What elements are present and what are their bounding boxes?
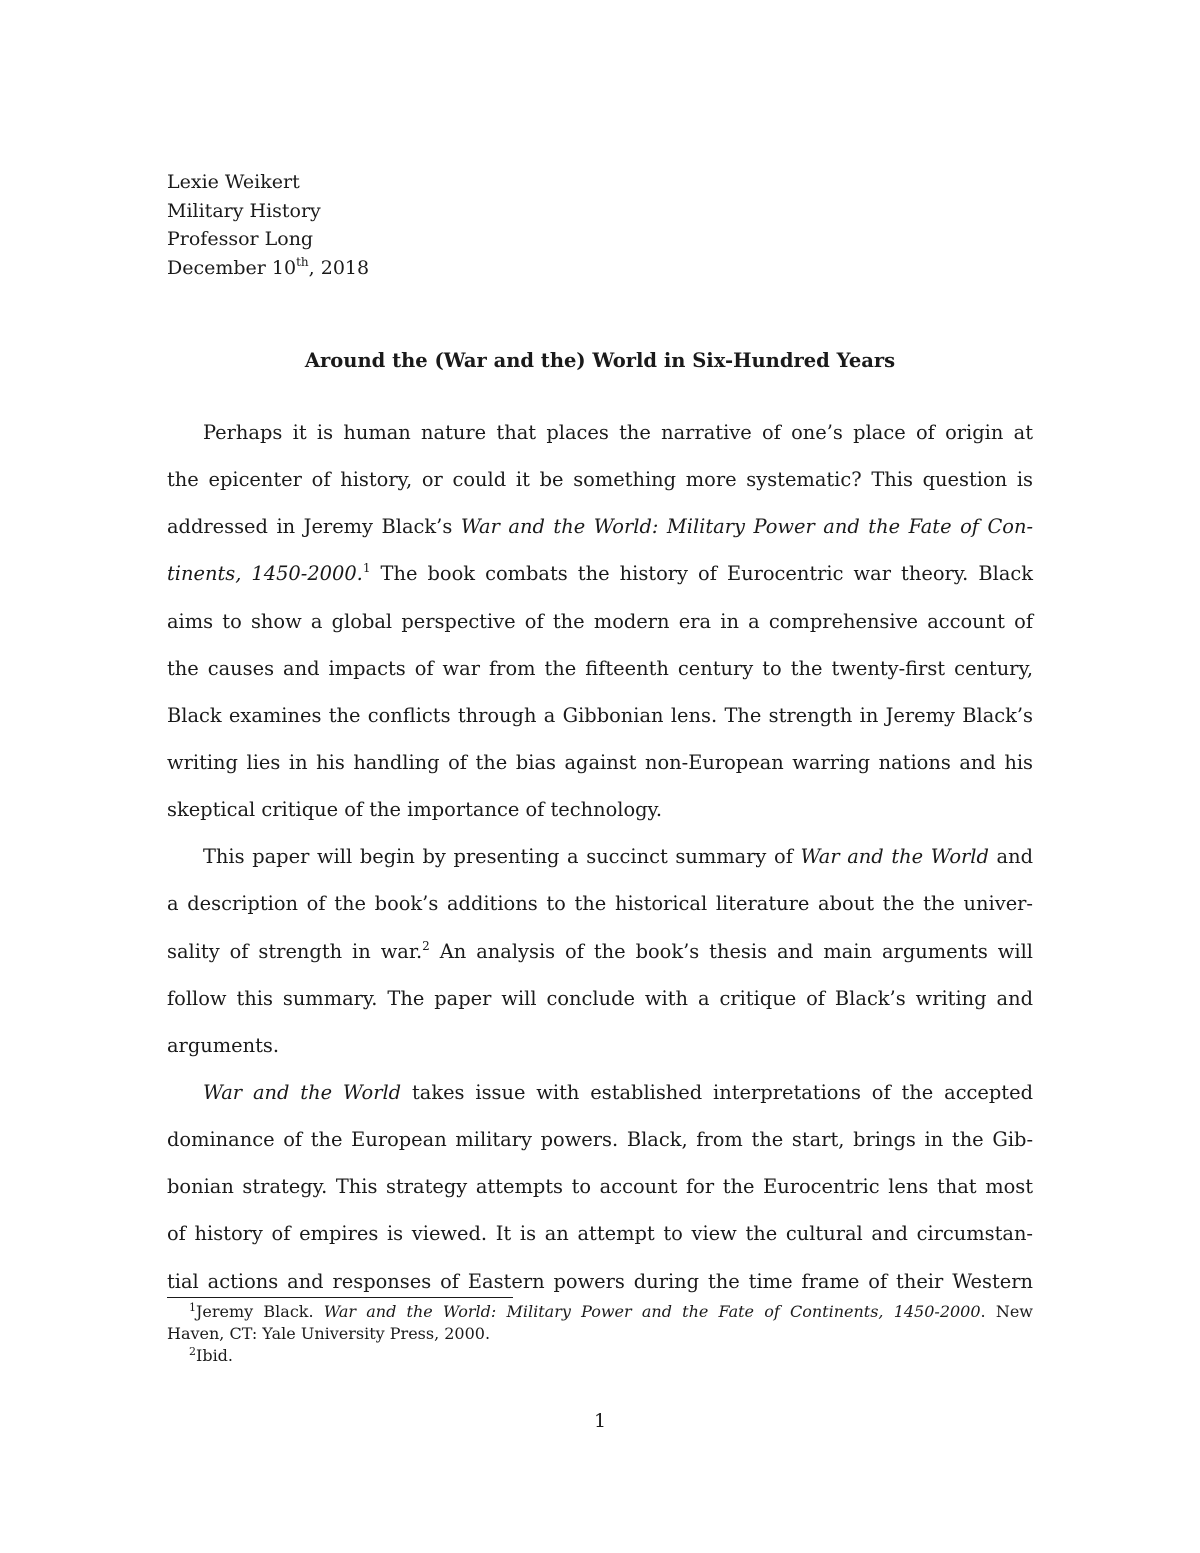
author-name: Lexie Weikert (167, 171, 300, 193)
p2-line-1-end: and (988, 845, 1033, 869)
footnote-1-cont: Haven, CT: Yale University Press, 2000. (167, 1324, 491, 1343)
p3-line-1-text: takes issue with established interpretations of the accepted (401, 1080, 1033, 1104)
footnote-1 (167, 1301, 1033, 1323)
date-ordinal: th (296, 254, 309, 269)
body-text (167, 409, 1033, 1305)
p1-line-4-text: The book combats the history of Eurocentric war theory. Black (370, 562, 1033, 586)
p3-line-2: dominance of the European military powers. Black, from the start, brings in the Gib- (167, 1128, 1033, 1152)
p1-line-7: Black examines the conflicts through a Gibbonian lens. The strength in Jeremy Black’s (167, 703, 1033, 727)
p2-line-3-text: sality of strength in war. (167, 939, 423, 963)
date-prefix: December 10 (167, 256, 297, 279)
footnote-2-number: 2 (189, 1345, 196, 1358)
p1-line-3 (167, 503, 1033, 550)
p3-line-5: tial actions and responses of Eastern powers during the time frame of their Western (167, 1269, 1033, 1293)
p3-line-4: of history of empires is viewed. It is an attempt to view the cultural and circumstan- (167, 1222, 1033, 1246)
p2-line-4: follow this summary. The paper will conclude with a critique of Black’s writing and (167, 986, 1033, 1010)
p1-line-1: Perhaps it is human nature that places the narrative of one’s place of origin at (203, 421, 1033, 444)
date-suffix: , 2018 (308, 256, 370, 279)
p1-line-6: the causes and impacts of war from the fifteenth century to the twenty-first century, (167, 656, 1033, 680)
footnote-2 (167, 1345, 1033, 1367)
footnote-2-text: Ibid. (196, 1346, 234, 1365)
footnote-1-end: . New (980, 1302, 1033, 1321)
paper-title: Around the (War and the) World in Six-Hundred Years (304, 349, 896, 372)
p3-line-1 (167, 1069, 1033, 1116)
p1-line-3-text: addressed in Jeremy Black’s (167, 515, 461, 539)
footnote-1-title: War and the World: Military Power and the Fate of Continents, 1450-2000 (323, 1302, 981, 1321)
footnote-1-author: Jeremy Black. (196, 1302, 324, 1321)
p2-line-1 (167, 833, 1033, 880)
p2-line-1-text: This paper will begin by presenting a succinct summary of (203, 845, 801, 869)
p1-line-9: skeptical critique of the importance of technology. (167, 798, 663, 822)
p2-line-3-end: An analysis of the book’s thesis and main arguments will (429, 939, 1033, 963)
professor-name: Professor Long (167, 228, 314, 250)
book-title-italic-cont: tinents, 1450-2000. (167, 562, 363, 586)
p1-line-2: the epicenter of history, or could it be something more systematic? This question is (167, 468, 1033, 492)
footnote-1-number: 1 (189, 1301, 196, 1314)
footnotes (167, 1301, 1033, 1367)
footnote-divider (167, 1297, 513, 1298)
footnote-ref-1[interactable]: 1 (362, 561, 371, 576)
book-title-italic-3: War and the World (203, 1080, 402, 1104)
header-block (167, 168, 369, 282)
p2-line-3 (167, 928, 1033, 975)
p1-line-4 (167, 550, 1033, 597)
course-name: Military History (167, 199, 321, 222)
footnote-ref-2[interactable]: 2 (422, 938, 430, 953)
p2-line-5: arguments. (167, 1033, 279, 1057)
p3-line-3: bonian strategy. This strategy attempts to account for the Eurocentric lens that most (167, 1175, 1033, 1199)
p2-line-2: a description of the book’s additions to the historical literature about the the univer- (167, 892, 1033, 916)
submission-date (167, 254, 369, 283)
book-title-italic: War and the World: Military Power and the Fate of Con- (460, 515, 1034, 539)
book-title-italic-2: War and the World (800, 845, 989, 869)
page-number: 1 (593, 1410, 607, 1432)
p1-line-8: writing lies in his handling of the bias against non-European warring nations and his (167, 750, 1033, 774)
p1-line-5: aims to show a global perspective of the modern era in a comprehensive account of (167, 609, 1033, 633)
